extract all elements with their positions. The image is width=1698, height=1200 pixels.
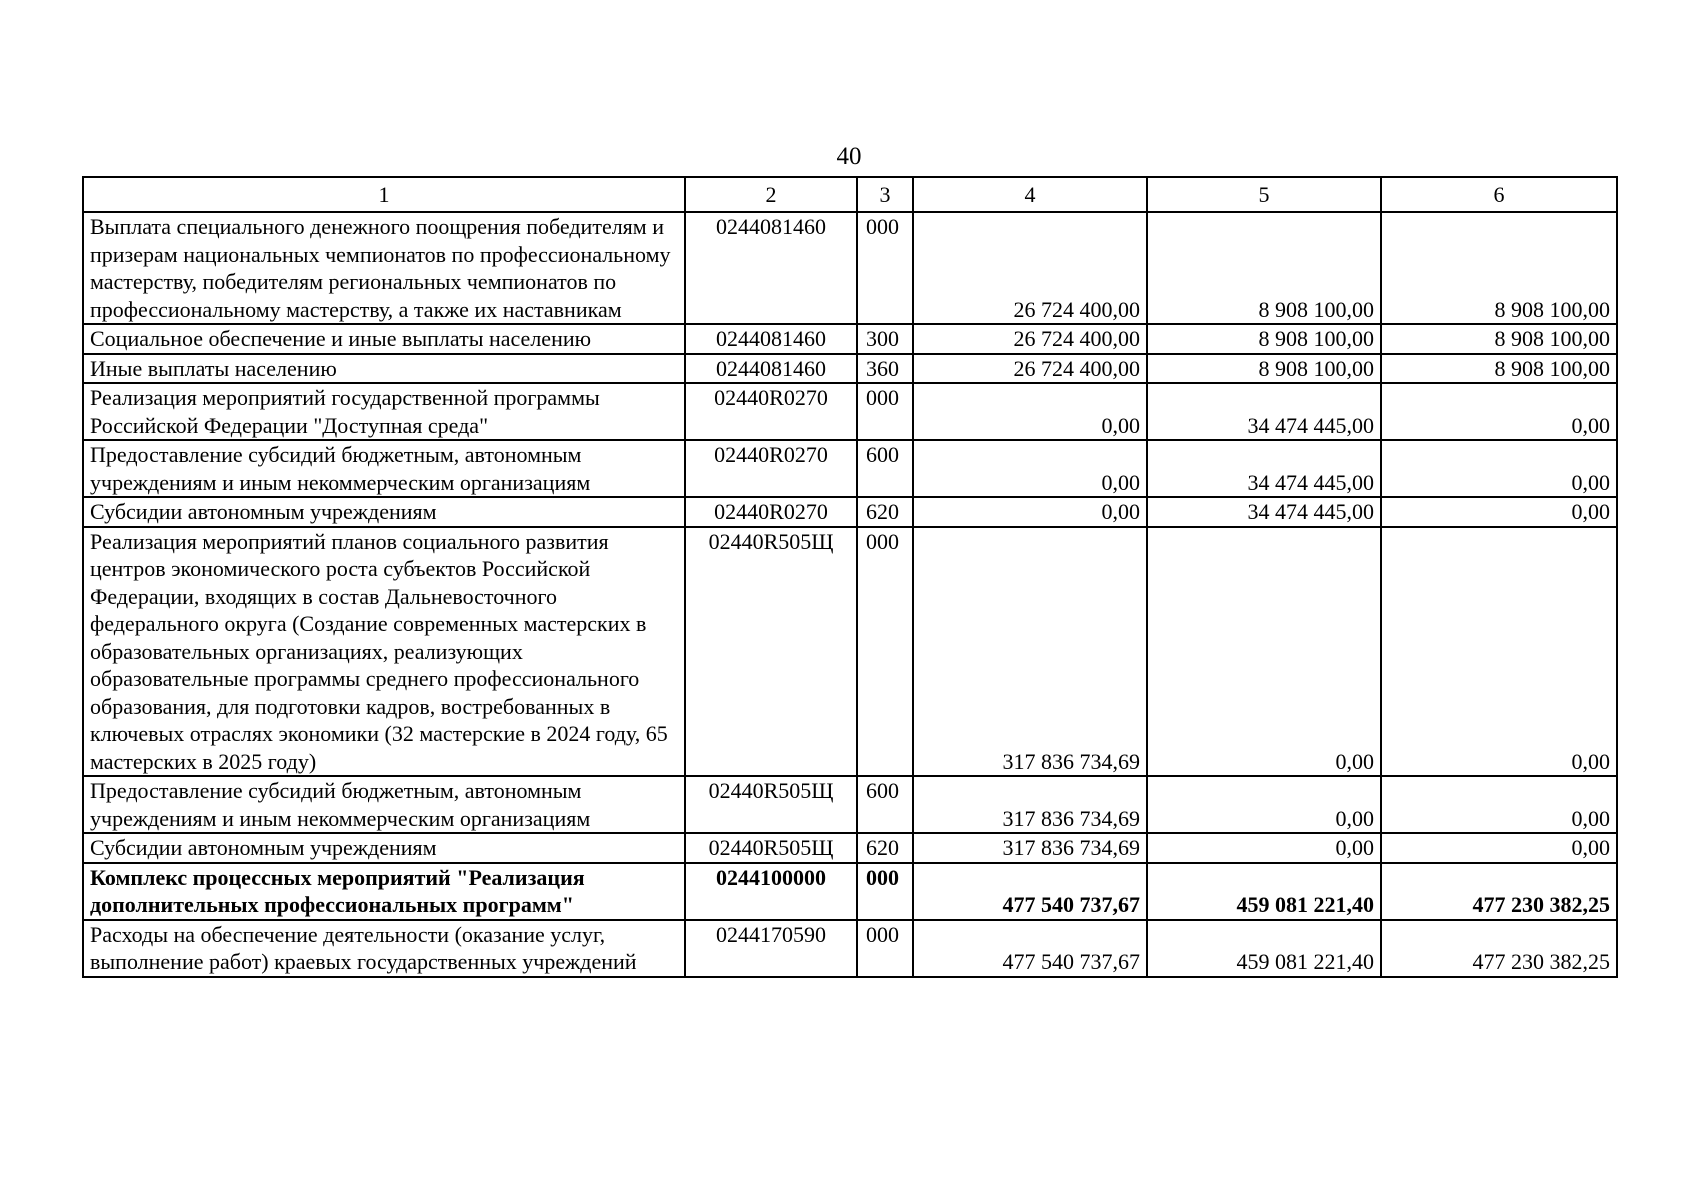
target-article-code-cell: 0244100000 <box>685 863 857 920</box>
row-name-cell: Реализация мероприятий планов социального развития центров экономического роста субъектов Российской Федерации, входящих в состав Дальневосточного федерального округа (Создание современных мастерских в образовательных организациях, реализующих образовательные программы среднего профессионального образования, для подготовки кадров, востребованных в ключевых отраслях экономики (32 мастерские в 2024 году, 65 мастерских в 2025 году) <box>83 527 685 777</box>
amount-cell-col6: 0,00 <box>1381 833 1617 863</box>
amount-cell-col4: 0,00 <box>913 440 1147 497</box>
amount-cell-col6: 0,00 <box>1381 497 1617 527</box>
table-row <box>83 383 1617 440</box>
amount-cell-col5: 459 081 221,40 <box>1147 863 1381 920</box>
expense-type-code-cell: 600 <box>857 440 913 497</box>
amount-cell-col6: 8 908 100,00 <box>1381 354 1617 384</box>
expense-type-code-cell: 000 <box>857 863 913 920</box>
amount-cell-col6: 0,00 <box>1381 383 1617 440</box>
target-article-code-cell: 02440R505Щ <box>685 833 857 863</box>
amount-cell-col5: 459 081 221,40 <box>1147 920 1381 977</box>
table-row <box>83 776 1617 833</box>
expense-type-code-cell: 000 <box>857 527 913 777</box>
target-article-code-cell: 0244081460 <box>685 324 857 354</box>
expense-type-code-cell: 300 <box>857 324 913 354</box>
amount-cell-col6: 477 230 382,25 <box>1381 863 1617 920</box>
amount-cell-col4: 26 724 400,00 <box>913 354 1147 384</box>
amount-cell-col4: 317 836 734,69 <box>913 527 1147 777</box>
expense-type-code-cell: 000 <box>857 212 913 324</box>
target-article-code-cell: 0244170590 <box>685 920 857 977</box>
table-body <box>83 177 1617 977</box>
column-header: 2 <box>685 177 857 212</box>
page-number: 40 <box>836 143 862 170</box>
amount-cell-col4: 0,00 <box>913 497 1147 527</box>
amount-cell-col4: 26 724 400,00 <box>913 324 1147 354</box>
row-name-cell: Социальное обеспечение и иные выплаты населению <box>83 324 685 354</box>
amount-cell-col5: 34 474 445,00 <box>1147 440 1381 497</box>
amount-cell-col4: 317 836 734,69 <box>913 776 1147 833</box>
amount-cell-col5: 0,00 <box>1147 833 1381 863</box>
target-article-code-cell: 0244081460 <box>685 212 857 324</box>
target-article-code-cell: 02440R505Щ <box>685 776 857 833</box>
row-name-cell: Предоставление субсидий бюджетным, автономным учреждениям и иным некоммерческим организациям <box>83 440 685 497</box>
column-header: 6 <box>1381 177 1617 212</box>
table-row <box>83 324 1617 354</box>
column-header: 4 <box>913 177 1147 212</box>
expense-type-code-cell: 360 <box>857 354 913 384</box>
table-row <box>83 440 1617 497</box>
column-number-header <box>83 177 1617 212</box>
column-header: 1 <box>83 177 685 212</box>
table-row <box>83 497 1617 527</box>
row-name-cell: Выплата специального денежного поощрения победителям и призерам национальных чемпионатов по профессиональному мастерству, победителям региональных чемпионатов по профессиональному мастерству, а также их наставникам <box>83 212 685 324</box>
table-row <box>83 833 1617 863</box>
table-row <box>83 863 1617 920</box>
table-row <box>83 527 1617 777</box>
amount-cell-col5: 34 474 445,00 <box>1147 383 1381 440</box>
amount-cell-col5: 0,00 <box>1147 527 1381 777</box>
target-article-code-cell: 02440R0270 <box>685 383 857 440</box>
amount-cell-col6: 0,00 <box>1381 776 1617 833</box>
column-header: 3 <box>857 177 913 212</box>
target-article-code-cell: 0244081460 <box>685 354 857 384</box>
amount-cell-col6: 0,00 <box>1381 527 1617 777</box>
amount-cell-col4: 26 724 400,00 <box>913 212 1147 324</box>
amount-cell-col4: 0,00 <box>913 383 1147 440</box>
amount-cell-col4: 317 836 734,69 <box>913 833 1147 863</box>
amount-cell-col5: 0,00 <box>1147 776 1381 833</box>
amount-cell-col5: 8 908 100,00 <box>1147 354 1381 384</box>
budget-table <box>82 176 1618 978</box>
table-row <box>83 212 1617 324</box>
expense-type-code-cell: 620 <box>857 833 913 863</box>
target-article-code-cell: 02440R0270 <box>685 497 857 527</box>
row-name-cell: Реализация мероприятий государственной программы Российской Федерации "Доступная среда" <box>83 383 685 440</box>
expense-type-code-cell: 600 <box>857 776 913 833</box>
expense-type-code-cell: 000 <box>857 920 913 977</box>
amount-cell-col6: 0,00 <box>1381 440 1617 497</box>
amount-cell-col6: 477 230 382,25 <box>1381 920 1617 977</box>
row-name-cell: Иные выплаты населению <box>83 354 685 384</box>
amount-cell-col6: 8 908 100,00 <box>1381 324 1617 354</box>
table-row <box>83 354 1617 384</box>
table-row <box>83 920 1617 977</box>
amount-cell-col5: 34 474 445,00 <box>1147 497 1381 527</box>
amount-cell-col4: 477 540 737,67 <box>913 863 1147 920</box>
expense-type-code-cell: 000 <box>857 383 913 440</box>
amount-cell-col4: 477 540 737,67 <box>913 920 1147 977</box>
row-name-cell: Субсидии автономным учреждениям <box>83 833 685 863</box>
target-article-code-cell: 02440R505Щ <box>685 527 857 777</box>
target-article-code-cell: 02440R0270 <box>685 440 857 497</box>
amount-cell-col5: 8 908 100,00 <box>1147 324 1381 354</box>
amount-cell-col6: 8 908 100,00 <box>1381 212 1617 324</box>
row-name-cell: Предоставление субсидий бюджетным, автономным учреждениям и иным некоммерческим организациям <box>83 776 685 833</box>
row-name-cell: Расходы на обеспечение деятельности (оказание услуг, выполнение работ) краевых государственных учреждений <box>83 920 685 977</box>
row-name-cell: Комплекс процессных мероприятий "Реализация дополнительных профессиональных программ" <box>83 863 685 920</box>
column-header: 5 <box>1147 177 1381 212</box>
amount-cell-col5: 8 908 100,00 <box>1147 212 1381 324</box>
row-name-cell: Субсидии автономным учреждениям <box>83 497 685 527</box>
expense-type-code-cell: 620 <box>857 497 913 527</box>
